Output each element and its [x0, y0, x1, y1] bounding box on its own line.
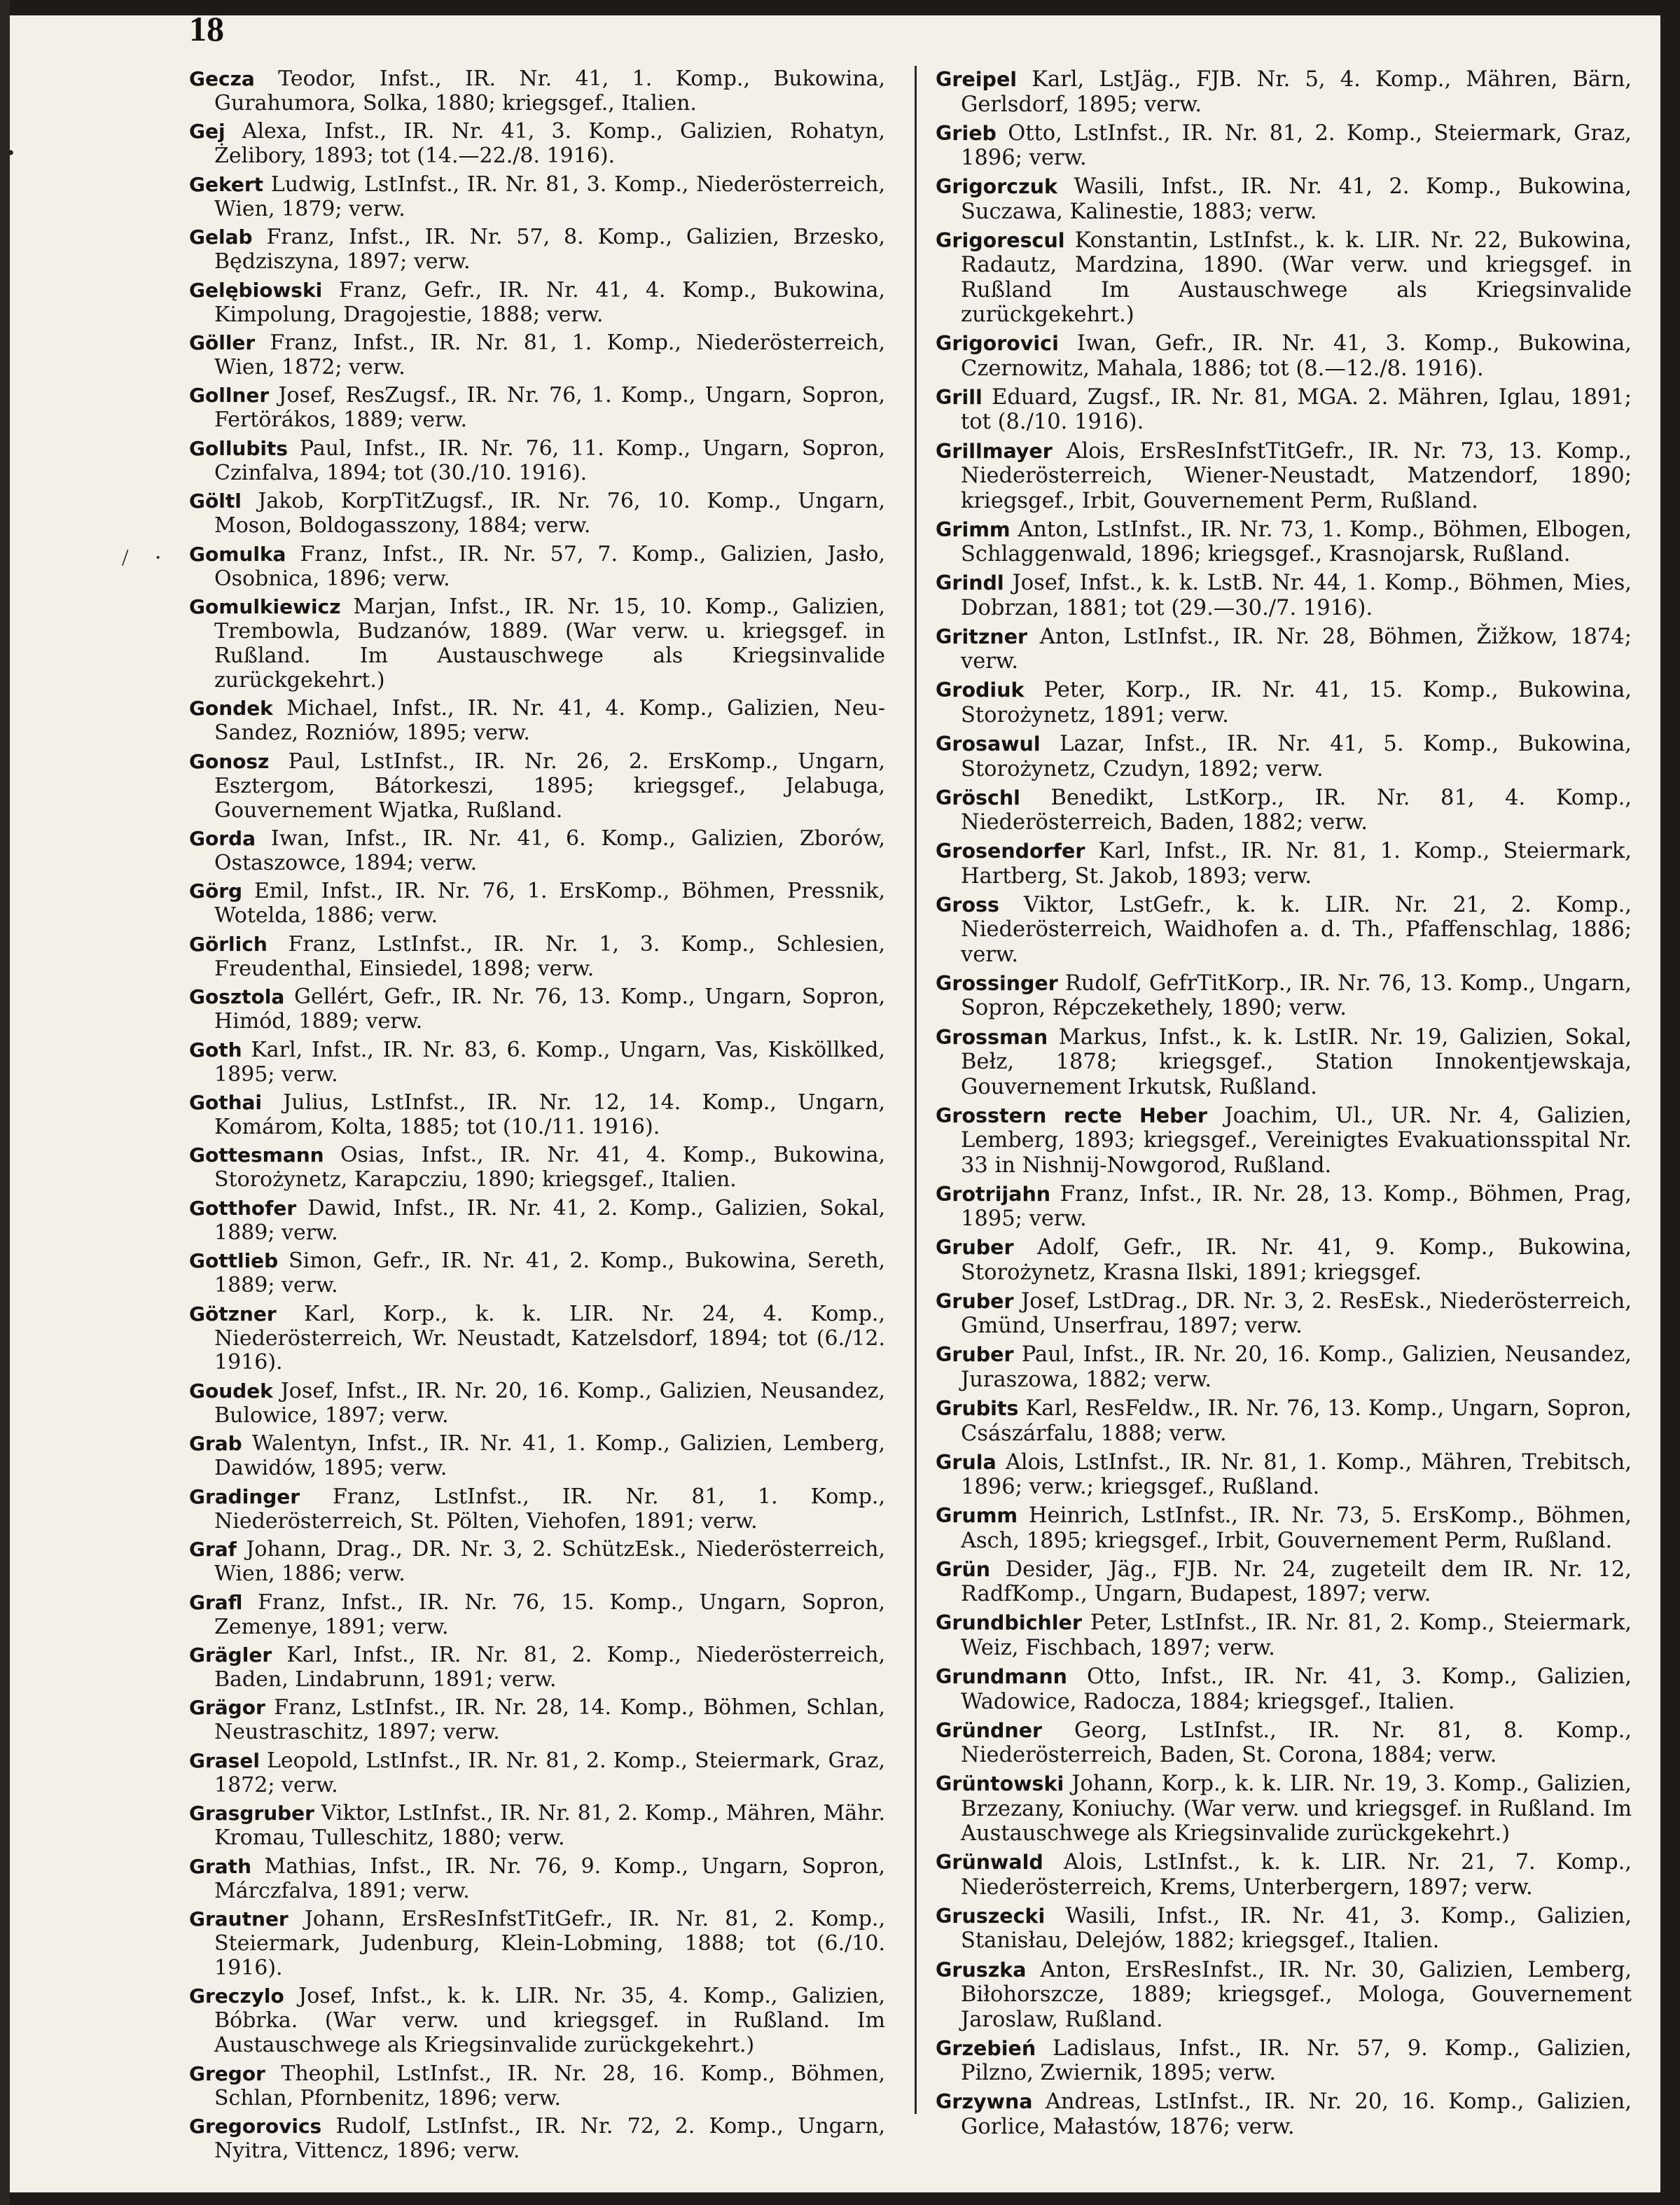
margin-tick: /: [122, 545, 129, 571]
entry-details: Marjan, Infst., IR. Nr. 15, 10. Komp., Galizien, Trembowla, Budzanów, 1889. (War verw. u. kriegsgef. in Rußland. Im Austauschwege als Kriegsinvalide zurückgekehrt.): [214, 594, 885, 693]
entry-details: Paul, LstInfst., IR. Nr. 26, 2. ErsKomp., Ungarn, Esztergom, Bátorkeszi, 1895; kriegsgef., Jelabuga, Gouvernement Wjatka, Rußland.: [214, 749, 885, 823]
roll-entry: [189, 120, 885, 169]
entry-details: Karl, Infst., IR. Nr. 81, 2. Komp., Niederösterreich, Baden, Lindabrunn, 1891; verw.: [214, 1643, 885, 1692]
entry-details: Franz, Infst., IR. Nr. 57, 7. Komp., Galizien, Jasło, Osobnica, 1896; verw.: [214, 541, 885, 591]
entry-details: Georg, LstInfst., IR. Nr. 81, 8. Komp., Niederösterreich, Baden, St. Corona, 1884; verw.: [961, 1718, 1632, 1768]
entry-details: Gellért, Gefr., IR. Nr. 76, 13. Komp., Ungarn, Sopron, Himód, 1889; verw.: [214, 985, 885, 1034]
roll-entry: [189, 1302, 885, 1376]
scan-edge-top: [0, 0, 1680, 15]
entry-details: Franz, LstInfst., IR. Nr. 1, 3. Komp., Schlesien, Freudenthal, Einsiedel, 1898; verw.: [214, 931, 885, 981]
entry-surname: Gollubits: [189, 436, 289, 460]
entry-details: Franz, Infst., IR. Nr. 81, 1. Komp., Niederösterreich, Wien, 1872; verw.: [214, 331, 886, 380]
entry-details: Julius, LstInfst., IR. Nr. 12, 14. Komp., Ungarn, Komárom, Kolta, 1885; tot (10./11. 1916).: [214, 1090, 885, 1139]
entry-details: Walentyn, Infst., IR. Nr. 41, 1. Komp., Galizien, Lemberg, Dawidów, 1895; verw.: [214, 1431, 885, 1481]
roll-entry: [189, 1143, 885, 1192]
roll-entry: [936, 439, 1632, 514]
entry-surname: Gruber: [936, 1236, 1014, 1260]
entry-surname: Graf: [189, 1538, 237, 1561]
scan-edge-right: [1660, 0, 1680, 2205]
entry-details: Peter, Korp., IR. Nr. 41, 15. Komp., Bukowina, Storożynetz, 1891; verw.: [961, 678, 1632, 728]
entry-details: Franz, LstInfst., IR. Nr. 28, 14. Komp., Böhmen, Schlan, Neustraschitz, 1897; verw.: [214, 1695, 885, 1745]
entry-surname: Grotrijahn: [936, 1182, 1051, 1206]
entry-surname: Grzywna: [936, 2090, 1033, 2114]
entry-surname: Gottlieb: [189, 1249, 279, 1273]
entry-surname: Gollner: [189, 384, 270, 408]
entry-surname: Grüntowski: [936, 1772, 1064, 1796]
entry-surname: Greipel: [936, 68, 1018, 91]
entry-details: Otto, Infst., IR. Nr. 41, 3. Komp., Galizien, Wadowice, Radocza, 1884; kriegsgef., Italien.: [961, 1664, 1632, 1714]
entry-surname: Grodiuk: [936, 679, 1025, 702]
entry-details: Heinrich, LstInfst., IR. Nr. 73, 5. ErsKomp., Böhmen, Asch, 1895; kriegsgef., Irbit, Gouvernement Perm, Rußland.: [961, 1503, 1632, 1553]
roll-entry: [189, 933, 885, 982]
roll-entry: [936, 67, 1632, 117]
roll-entry: [936, 517, 1632, 567]
roll-entry: [189, 279, 885, 328]
roll-entry: [936, 1104, 1632, 1178]
entry-details: Peter, LstInfst., IR. Nr. 81, 2. Komp., Steiermark, Weiz, Fischbach, 1897; verw.: [961, 1611, 1632, 1660]
roll-entry: [189, 225, 885, 274]
roll-entry: [189, 1749, 885, 1798]
entry-surname: Grundmann: [936, 1665, 1067, 1689]
column-divider: [915, 66, 917, 2114]
roll-entry: [936, 678, 1632, 728]
entry-surname: Greczylo: [189, 1984, 284, 2008]
entry-details: Franz, Gefr., IR. Nr. 41, 4. Komp., Bukowina, Kimpolung, Dragojestie, 1888; verw.: [214, 277, 885, 327]
entry-surname: Grünwald: [936, 1851, 1043, 1874]
roll-entry: [189, 1249, 885, 1298]
entry-details: Paul, Infst., IR. Nr. 76, 11. Komp., Ungarn, Sopron, Czinfalva, 1894; tot (30./10. 1916).: [214, 436, 885, 485]
entry-details: Alois, LstInfst., IR. Nr. 81, 1. Komp., Mähren, Trebitsch, 1896; verw.; kriegsgef., Rußland.: [961, 1449, 1632, 1500]
roll-entry: [936, 1557, 1632, 1607]
entry-details: Adolf, Gefr., IR. Nr. 41, 9. Komp., Bukowina, Storożynetz, Krasna Ilski, 1891; kriegsgef.: [961, 1235, 1632, 1285]
entry-details: Franz, Infst., IR. Nr. 76, 15. Komp., Ungarn, Sopron, Zemenye, 1891; verw.: [214, 1590, 885, 1639]
entry-details: Konstantin, LstInfst., k. k. LIR. Nr. 22, Bukowina, Radautz, Mardzina, 1890. (War verw. und kriegsgef. in Rußland Im Austauschwege als Kriegsinvalide zurückgekehrt.): [961, 228, 1632, 328]
entry-details: Karl, Infst., IR. Nr. 81, 1. Komp., Steiermark, Hartberg, St. Jakob, 1893; verw.: [961, 839, 1632, 889]
entry-details: Wasili, Infst., IR. Nr. 41, 3. Komp., Galizien, Stanisłau, Delejów, 1882; kriegsgef., Italien.: [961, 1903, 1632, 1954]
entry-details: Eduard, Zugsf., IR. Nr. 81, MGA. 2. Mähren, Iglau, 1891; tot (8./10. 1916).: [961, 384, 1632, 435]
roll-entry: [936, 1772, 1632, 1846]
roll-entry: [189, 384, 885, 433]
entry-surname: Grillmayer: [936, 439, 1053, 463]
entry-details: Franz, LstInfst., IR. Nr. 81, 1. Komp., Niederösterreich, St. Pölten, Viehofen, 1891; verw.: [214, 1484, 886, 1533]
entry-surname: Grieb: [936, 121, 997, 145]
entry-surname: Götzner: [189, 1302, 277, 1326]
entry-surname: Görlich: [189, 932, 268, 956]
entry-surname: Grosawul: [936, 732, 1041, 756]
entry-surname: Grägor: [189, 1696, 265, 1720]
entry-surname: Gruszka: [936, 1958, 1027, 1982]
entry-details: Mathias, Infst., IR. Nr. 76, 9. Komp., Ungarn, Sopron, Márczfalva, 1891; verw.: [214, 1853, 885, 1903]
entry-surname: Gonosz: [189, 749, 270, 773]
entry-details: Josef, Infst., k. k. LIR. Nr. 35, 4. Komp., Galizien, Bóbrka. (War verw. und kriegsgef. in Rußland. Im Austauschwege als Kriegsinvalide zurückgekehrt.): [214, 1984, 885, 2058]
roll-entry: [936, 1396, 1632, 1446]
entry-details: Alexa, Infst., IR. Nr. 41, 3. Komp., Galizien, Rohatyn, Żelibory, 1893; tot (14.—22./8. 1916).: [214, 119, 885, 169]
roll-entry: [936, 1235, 1632, 1285]
entry-surname: Grasgruber: [189, 1802, 314, 1825]
entry-details: Andreas, LstInfst., IR. Nr. 20, 16. Komp., Galizien, Gorlice, Małastów, 1876; verw.: [961, 2089, 1632, 2139]
roll-entry: [189, 1696, 885, 1745]
entry-surname: Grigorescul: [936, 228, 1065, 252]
entry-surname: Göller: [189, 331, 256, 355]
entry-surname: Grula: [936, 1450, 997, 1474]
roll-entry: [189, 543, 885, 592]
entry-surname: Gottesmann: [189, 1143, 324, 1167]
left-column: [189, 67, 885, 2167]
margin-dot: •: [7, 141, 15, 165]
roll-entry: [936, 1289, 1632, 1339]
entry-surname: Gelab: [189, 225, 253, 249]
entry-details: Markus, Infst., k. k. LstIR. Nr. 19, Galizien, Sokal, Bełz, 1878; kriegsgef., Station Innokentjewskaja, Gouvernement Irkutsk, Rußland.: [961, 1024, 1632, 1099]
roll-entry: [936, 1182, 1632, 1232]
entry-details: Alois, LstInfst., k. k. LIR. Nr. 21, 7. Komp., Niederösterreich, Krems, Unterbergern, 1897; verw.: [961, 1850, 1632, 1900]
roll-entry: [936, 571, 1632, 620]
roll-entry: [936, 331, 1632, 381]
entry-details: Karl, LstJäg., FJB. Nr. 5, 4. Komp., Mähren, Bärn, Gerlsdorf, 1895; verw.: [961, 67, 1632, 117]
entry-details: Anton, LstInfst., IR. Nr. 28, Böhmen, Žižkow, 1874; verw.: [961, 624, 1632, 674]
entry-details: Anton, LstInfst., IR. Nr. 73, 1. Komp., Böhmen, Elbogen, Schlaggenwald, 1896; kriegsgef., Krasnojarsk, Rußland.: [961, 517, 1632, 567]
roll-entry: [189, 489, 885, 538]
entry-surname: Grafl: [189, 1590, 243, 1614]
entry-details: Iwan, Gefr., IR. Nr. 41, 3. Komp., Bukowina, Czernowitz, Mahala, 1886; tot (8.—12./8. 1916).: [961, 331, 1632, 381]
entry-surname: Grindl: [936, 571, 1004, 595]
roll-entry: [936, 625, 1632, 674]
entry-details: Anton, ErsResInfst., IR. Nr. 30, Galizien, Lemberg, Biłohorszcze, 1889; kriegsgef., Mologa, Gouvernement Jaroslaw, Rußland.: [961, 1957, 1632, 2032]
entry-details: Franz, Infst., IR. Nr. 28, 13. Komp., Böhmen, Prag, 1895; verw.: [961, 1181, 1632, 1232]
page-number: 18: [189, 9, 224, 48]
entry-details: Karl, Infst., IR. Nr. 83, 6. Komp., Ungarn, Vas, Kisköllked, 1895; verw.: [214, 1037, 885, 1087]
entry-details: Franz, Infst., IR. Nr. 57, 8. Komp., Galizien, Brzesko, Będziszyna, 1897; verw.: [214, 225, 885, 274]
roll-entry: [936, 1850, 1632, 1900]
entry-surname: Goth: [189, 1038, 242, 1062]
roll-entry: [936, 1503, 1632, 1553]
entry-details: Josef, LstDrag., DR. Nr. 3, 2. ResEsk., Niederösterreich, Gmünd, Unserfrau, 1897; verw.: [961, 1288, 1632, 1339]
scan-edge-left: [0, 0, 10, 2205]
entry-details: Josef, Infst., IR. Nr. 20, 16. Komp., Galizien, Neusandez, Bulowice, 1897; verw.: [214, 1378, 885, 1428]
entry-surname: Göltl: [189, 489, 242, 513]
entry-details: Josef, ResZugsf., IR. Nr. 76, 1. Komp., Ungarn, Sopron, Fertörákos, 1889; verw.: [214, 383, 885, 433]
roll-entry: [936, 1611, 1632, 1660]
entry-surname: Gregorovics: [189, 2115, 322, 2138]
entry-details: Wasili, Infst., IR. Nr. 41, 2. Komp., Bukowina, Suczawa, Kalinestie, 1883; verw.: [961, 174, 1632, 224]
scan-edge-bottom: [0, 2192, 1680, 2205]
entry-details: Osias, Infst., IR. Nr. 41, 4. Komp., Bukowina, Storożynetz, Karapcziu, 1890; kriegsgef., Italien.: [214, 1143, 885, 1192]
roll-entry: [189, 1802, 885, 1851]
roll-entry: [189, 2115, 885, 2164]
roll-entry: [189, 1855, 885, 1904]
roll-entry: [936, 839, 1632, 889]
entry-surname: Grzebień: [936, 2036, 1036, 2060]
entry-surname: Gomulka: [189, 542, 286, 566]
entry-surname: Grab: [189, 1432, 242, 1456]
roll-entry: [936, 1664, 1632, 1714]
entry-surname: Grün: [936, 1557, 991, 1581]
entry-surname: Grossman: [936, 1025, 1048, 1049]
entry-surname: Grägler: [189, 1643, 272, 1667]
entry-details: Otto, LstInfst., IR. Nr. 81, 2. Komp., Steiermark, Graz, 1896; verw.: [961, 120, 1632, 171]
roll-entry: [936, 1342, 1632, 1392]
entry-details: Johann, Korp., k. k. LIR. Nr. 19, 3. Komp., Galizien, Brzezany, Koniuchy. (War verw. und kriegsgef. in Rußland. Im Austauschwege als Kriegsinvalide zurückgekehrt.): [961, 1772, 1632, 1846]
roll-entry: [189, 1432, 885, 1481]
roll-entry: [189, 67, 885, 116]
entry-surname: Grasel: [189, 1748, 260, 1772]
entry-details: Rudolf, GefrTitKorp., IR. Nr. 76, 13. Komp., Ungarn, Sopron, Répczekethely, 1890; verw.: [961, 971, 1632, 1021]
roll-entry: [189, 1643, 885, 1692]
entry-surname: Grigorczuk: [936, 175, 1057, 199]
roll-entry: [189, 1197, 885, 1246]
entry-surname: Grimm: [936, 517, 1011, 541]
entry-details: Dawid, Infst., IR. Nr. 41, 2. Komp., Galizien, Sokal, 1889; verw.: [214, 1195, 885, 1245]
roll-entry: [189, 2062, 885, 2111]
roll-entry: [936, 1958, 1632, 2033]
entry-surname: Grundbichler: [936, 1611, 1082, 1635]
roll-entry: [189, 1538, 885, 1587]
entry-surname: Grill: [936, 385, 983, 409]
roll-entry: [936, 228, 1632, 328]
entry-details: Simon, Gefr., IR. Nr. 41, 2. Komp., Bukowina, Sereth, 1889; verw.: [214, 1248, 885, 1298]
entry-surname: Grigorovici: [936, 332, 1059, 356]
entry-details: Iwan, Infst., IR. Nr. 41, 6. Komp., Galizien, Zborów, Ostaszowce, 1894; verw.: [214, 826, 885, 875]
roll-entry: [189, 1984, 885, 2058]
entry-surname: Grosstern recte Heber: [936, 1104, 1207, 1127]
entry-details: Desider, Jäg., FJB. Nr. 24, zugeteilt dem IR. Nr. 12, RadfKomp., Ungarn, Budapest, 1897; verw.: [961, 1557, 1632, 1607]
entry-details: Leopold, LstInfst., IR. Nr. 81, 2. Komp., Steiermark, Graz, 1872; verw.: [214, 1748, 885, 1797]
entry-details: Emil, Infst., IR. Nr. 76, 1. ErsKomp., Böhmen, Pressnik, Wotelda, 1886; verw.: [214, 879, 885, 928]
roll-entry: [189, 1379, 885, 1428]
entry-surname: Gondek: [189, 697, 273, 721]
entry-surname: Goudek: [189, 1379, 273, 1403]
entry-details: Rudolf, LstInfst., IR. Nr. 72, 2. Komp., Ungarn, Nyitra, Vittencz, 1896; verw.: [214, 2114, 885, 2163]
roll-entry: [189, 1907, 885, 1981]
roll-entry: [936, 385, 1632, 435]
roll-entry: [936, 893, 1632, 968]
entry-details: Benedikt, LstKorp., IR. Nr. 81, 4. Komp., Niederösterreich, Baden, 1882; verw.: [961, 785, 1632, 835]
roll-entry: [936, 121, 1632, 171]
entry-details: Joachim, Ul., UR. Nr. 4, Galizien, Lemberg, 1893; kriegsgef., Vereinigtes Evakuationsspital Nr. 33 in Nishnij-Nowgorod, Rußland.: [961, 1103, 1632, 1178]
entry-surname: Gej: [189, 120, 225, 144]
roll-entry: [936, 1904, 1632, 1954]
entry-details: Jakob, KorpTitZugsf., IR. Nr. 76, 10. Komp., Ungarn, Moson, Boldogasszony, 1884; verw.: [214, 489, 885, 538]
roll-entry: [936, 1450, 1632, 1500]
entry-surname: Grossinger: [936, 971, 1058, 995]
entry-surname: Gotthofer: [189, 1196, 297, 1220]
roll-entry: [936, 2036, 1632, 2086]
roll-entry: [936, 732, 1632, 781]
entry-details: Paul, Infst., IR. Nr. 20, 16. Komp., Galizien, Neusandez, Juraszowa, 1882; verw.: [961, 1342, 1632, 1392]
entry-surname: Grautner: [189, 1907, 289, 1931]
entry-details: Karl, ResFeldw., IR. Nr. 76, 13. Komp., Ungarn, Sopron, Császárfalu, 1888; verw.: [961, 1396, 1632, 1446]
roll-entry: [189, 1591, 885, 1640]
entry-surname: Gradinger: [189, 1484, 300, 1508]
entry-surname: Gecza: [189, 67, 255, 90]
roll-entry: [936, 1025, 1632, 1100]
entry-details: Johann, Drag., DR. Nr. 3, 2. SchützEsk., Niederösterreich, Wien, 1886; verw.: [214, 1537, 885, 1587]
entry-surname: Gosztola: [189, 985, 285, 1009]
entry-surname: Gründner: [936, 1718, 1043, 1742]
entry-details: Teodor, Infst., IR. Nr. 41, 1. Komp., Bukowina, Gurahumora, Solka, 1880; kriegsgef., Italien.: [214, 67, 885, 116]
entry-surname: Gruber: [936, 1343, 1014, 1367]
entry-surname: Gregor: [189, 2061, 265, 2085]
entry-details: Viktor, LstInfst., IR. Nr. 81, 2. Komp., Mähren, Mähr. Kromau, Tulleschitz, 1880; verw.: [214, 1801, 885, 1851]
roll-entry: [189, 985, 885, 1034]
right-column: [936, 67, 1632, 2143]
entry-details: Ladislaus, Infst., IR. Nr. 57, 9. Komp., Galizien, Pilzno, Zwiernik, 1895; verw.: [961, 2036, 1632, 2086]
roll-entry: [936, 174, 1632, 224]
roll-entry: [189, 173, 885, 222]
entry-surname: Grath: [189, 1854, 252, 1878]
entry-details: Karl, Korp., k. k. LIR. Nr. 24, 4. Komp., Niederösterreich, Wr. Neustadt, Katzelsdorf, 1894; tot (6./12. 1916).: [214, 1301, 885, 1375]
entry-details: Johann, ErsResInfstTitGefr., IR. Nr. 81, 2. Komp., Steiermark, Judenburg, Klein-Lobming, 1888; tot (6./10. 1916).: [214, 1907, 885, 1980]
entry-details: Theophil, LstInfst., IR. Nr. 28, 16. Komp., Böhmen, Schlan, Pfornbenitz, 1896; verw.: [214, 2061, 885, 2110]
roll-entry: [189, 1091, 885, 1140]
entry-details: Josef, Infst., k. k. LstB. Nr. 44, 1. Komp., Böhmen, Mies, Dobrzan, 1881; tot (29.—30./7. 1916).: [961, 571, 1632, 620]
entry-surname: Gross: [936, 893, 999, 917]
entry-surname: Grumm: [936, 1504, 1018, 1528]
roll-entry: [189, 827, 885, 876]
entry-surname: Gritzner: [936, 625, 1028, 648]
roll-entry: [189, 437, 885, 486]
entry-details: Michael, Infst., IR. Nr. 41, 4. Komp., Galizien, Neu-Sandez, Rozniów, 1895; verw.: [214, 696, 885, 746]
entry-surname: Görg: [189, 879, 243, 903]
roll-entry: [189, 697, 885, 746]
entry-surname: Gorda: [189, 827, 256, 850]
roll-entry: [189, 879, 885, 928]
entry-surname: Grosendorfer: [936, 840, 1085, 863]
roll-entry: [189, 331, 885, 380]
entry-surname: Gruber: [936, 1289, 1014, 1313]
entry-surname: Gröschl: [936, 786, 1020, 809]
entry-surname: Grubits: [936, 1397, 1019, 1421]
entry-surname: Gruszecki: [936, 1904, 1046, 1928]
roll-entry: [189, 1038, 885, 1087]
entry-details: Lazar, Infst., IR. Nr. 41, 5. Komp., Bukowina, Storożynetz, Czudyn, 1892; verw.: [961, 732, 1632, 781]
entry-surname: Gomulkiewicz: [189, 595, 341, 619]
roll-entry: [189, 595, 885, 693]
entry-details: Alois, ErsResInfstTitGefr., IR. Nr. 73, 13. Komp., Niederösterreich, Wiener-Neustadt, Matzendorf, 1890; kriegsgef., Irbit, Gouvernement Perm, Rußland.: [961, 438, 1632, 513]
roll-entry: [189, 1485, 885, 1534]
entry-details: Ludwig, LstInfst., IR. Nr. 81, 3. Komp., Niederösterreich, Wien, 1879; verw.: [214, 172, 885, 221]
roll-entry: [936, 1718, 1632, 1768]
margin-tick-dot: ·: [154, 545, 162, 571]
entry-surname: Gekert: [189, 172, 264, 196]
entry-surname: Gothai: [189, 1091, 263, 1115]
roll-entry: [936, 786, 1632, 835]
roll-entry: [936, 971, 1632, 1021]
roll-entry: [936, 2089, 1632, 2139]
roll-entry: [189, 750, 885, 823]
entry-surname: Gelębiowski: [189, 278, 323, 302]
entry-details: Viktor, LstGefr., k. k. LIR. Nr. 21, 2. Komp., Niederösterreich, Waidhofen a. d. Th., Pfaffenschlag, 1886; verw.: [961, 892, 1632, 967]
